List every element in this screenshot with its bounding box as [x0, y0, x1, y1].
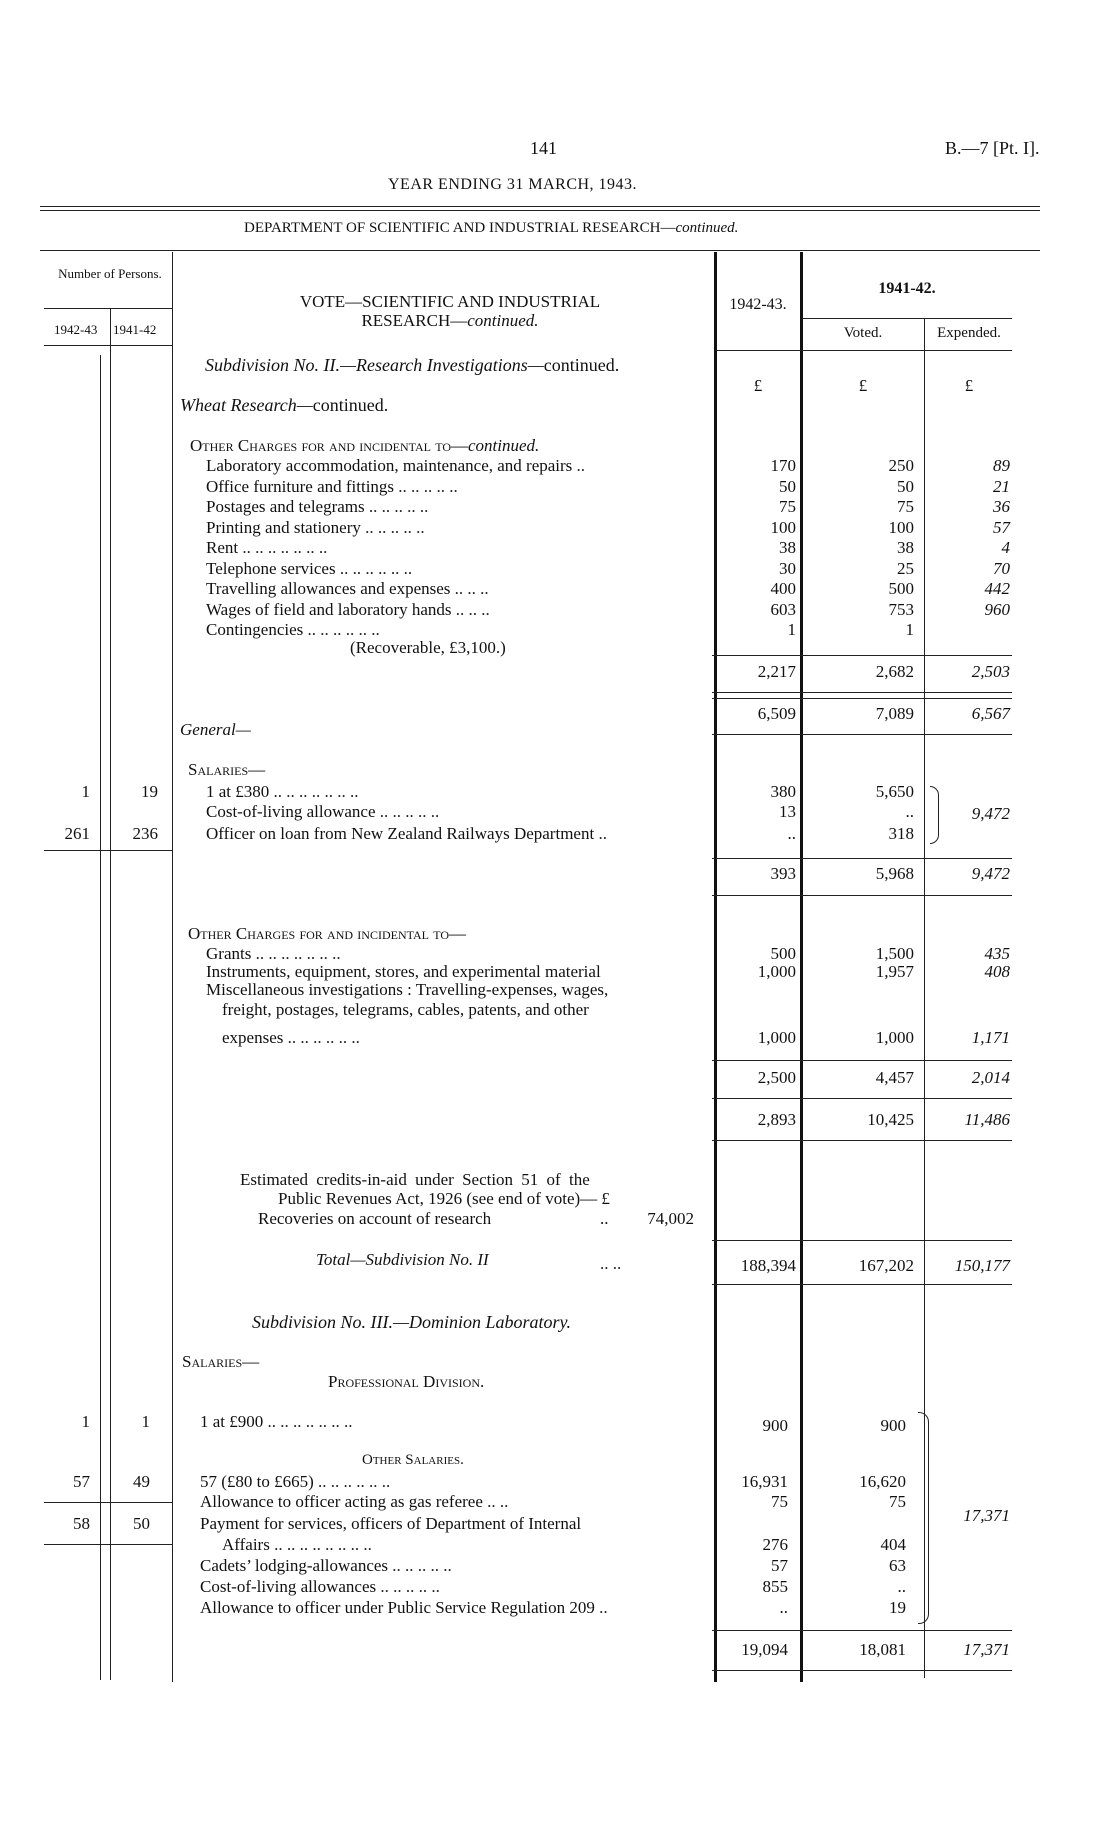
- misc-line2: freight, postages, telegrams, cables, patents, and other: [222, 1000, 589, 1019]
- persons-1941: 236: [132, 824, 158, 843]
- other-charge-label: Instruments, equipment, stores, and experimental material: [206, 962, 601, 981]
- pound-expended: £: [964, 376, 974, 395]
- year-1941-header: 1941-42.: [878, 280, 936, 297]
- subtotal-1942: 2,217: [757, 662, 796, 681]
- vote-title-line2: RESEARCH—continued.: [361, 311, 539, 330]
- salaries-total-1942: 393: [770, 864, 796, 883]
- subdivision-2-total-1942: 188,394: [740, 1256, 796, 1275]
- persons-1941: 50: [133, 1514, 150, 1533]
- other-charges-heading: Other Charges for and incidental to—continued.: [190, 436, 540, 455]
- subdivision-2-total-label: Total—Subdivision No. II: [316, 1250, 489, 1269]
- wheat-item-1942: 1: [787, 620, 796, 639]
- general-total-1942: 2,893: [757, 1110, 796, 1129]
- wheat-item-expended: 960: [984, 599, 1010, 619]
- oc-total-1942: 2,500: [757, 1068, 796, 1087]
- subtotal-expended: 2,503: [971, 662, 1010, 681]
- other-salary-label: Cadets’ lodging-allowances .. .. .. .. ..: [200, 1556, 452, 1575]
- wheat-item-voted: 75: [897, 497, 914, 516]
- other-salary-voted: 404: [880, 1535, 906, 1554]
- wheat-item-expended: 4: [1001, 538, 1010, 557]
- wheat-item-label: Telephone services .. .. .. .. .. ..: [206, 558, 413, 578]
- recoverable-note: (Recoverable, £3,100.): [350, 638, 506, 657]
- salary-item-voted: 318: [888, 824, 914, 843]
- persons-1941: 49: [133, 1472, 150, 1491]
- wheat-item-label: Travelling allowances and expenses .. .. ..: [206, 579, 489, 598]
- credits-line3: Recoveries on account of research: [258, 1209, 492, 1228]
- persons-1942: 261: [64, 824, 90, 843]
- year-title: YEAR ENDING 31 MARCH, 1943.: [388, 176, 638, 193]
- other-salary-1942: ..: [779, 1598, 788, 1617]
- subdivision-3-salaries-heading: Salaries—: [182, 1352, 260, 1371]
- oc-total-voted: 4,457: [875, 1068, 914, 1087]
- credits-value: 74,002: [647, 1209, 694, 1228]
- wheat-item-1942: 50: [779, 476, 796, 496]
- credits-dots: ..: [600, 1209, 609, 1228]
- other-charge-1942: 1,000: [757, 962, 796, 981]
- number-of-persons-header: Number of Persons.: [58, 266, 162, 281]
- wheat-item-label: Wages of field and laboratory hands .. .. ..: [206, 599, 490, 619]
- other-salaries-heading: Other Salaries.: [362, 1452, 464, 1468]
- wheat-item-1942: 170: [770, 456, 796, 475]
- wheat-item-label: Laboratory accommodation, maintenance, and repairs ..: [206, 456, 586, 475]
- other-salary-voted: 19: [889, 1598, 906, 1617]
- page-number: 141: [530, 138, 557, 158]
- misc-line3: expenses .. .. .. .. .. ..: [222, 1028, 360, 1047]
- other-salary-voted: 63: [889, 1556, 906, 1575]
- other-salary-label: Allowance to officer acting as gas referee .. ..: [200, 1492, 509, 1511]
- wheat-item-voted: 50: [897, 476, 914, 496]
- wheat-research-heading: Wheat Research—continued.: [180, 395, 389, 415]
- salaries-expended: 9,472: [971, 804, 1010, 823]
- salaries-total-expended: 9,472: [971, 864, 1010, 883]
- prof-item-voted: 900: [880, 1416, 906, 1435]
- subtotal-voted: 2,682: [875, 662, 914, 681]
- wheat-item-voted: 100: [888, 517, 914, 537]
- wheat-item-voted: 753: [888, 599, 914, 619]
- other-salary-label: 57 (£80 to £665) .. .. .. .. .. ..: [200, 1472, 391, 1491]
- prof-persons-1942: 1: [81, 1412, 90, 1431]
- other-salary-voted: 16,620: [859, 1472, 906, 1491]
- wheat-item-label: Office furniture and fittings .. .. .. .. ..: [206, 476, 458, 496]
- persons-1941-header: 1941-42: [113, 322, 157, 337]
- wheat-total-1942: 6,509: [757, 704, 796, 723]
- salary-item-1942: 380: [770, 782, 796, 801]
- wheat-total-expended: 6,567: [971, 704, 1010, 723]
- subdivision-2-total-expended: 150,177: [954, 1256, 1010, 1275]
- vote-title-line1: VOTE—SCIENTIFIC AND INDUSTRIAL: [299, 292, 601, 311]
- wheat-item-label: Contingencies .. .. .. .. .. ..: [206, 620, 380, 639]
- professional-division-heading: Professional Division.: [328, 1372, 485, 1391]
- other-salary-voted: ..: [897, 1577, 906, 1596]
- wheat-item-voted: 25: [897, 558, 914, 578]
- salary-item-label: Cost-of-living allowance .. .. .. .. ..: [206, 802, 440, 821]
- other-charge-expended: 408: [984, 962, 1010, 981]
- other-salary-label: Payment for services, officers of Department of Internal: [200, 1514, 582, 1533]
- pound-1942: £: [753, 376, 763, 395]
- wheat-item-1942: 30: [779, 558, 796, 578]
- general-total-voted: 10,425: [867, 1110, 914, 1129]
- persons-1942-header: 1942-43: [54, 322, 98, 337]
- persons-1941: 19: [141, 782, 158, 801]
- misc-1942: 1,000: [757, 1028, 796, 1047]
- salary-item-label: 1 at £380 .. .. .. .. .. .. ..: [206, 782, 359, 801]
- wheat-item-1942: 603: [770, 599, 796, 619]
- wheat-item-expended: 442: [984, 579, 1010, 598]
- general-heading: General—: [180, 720, 251, 739]
- salaries-total-voted: 5,968: [875, 864, 914, 883]
- misc-expended: 1,171: [971, 1028, 1010, 1047]
- salary-item-voted: 5,650: [875, 782, 914, 801]
- wheat-item-expended: 89: [993, 456, 1010, 475]
- other-salary-voted: 75: [889, 1492, 906, 1511]
- oc-total-expended: 2,014: [971, 1068, 1010, 1087]
- other-salary-1942: 75: [771, 1492, 788, 1511]
- department-heading: DEPARTMENT OF SCIENTIFIC AND INDUSTRIAL RESEARCH—continued.: [244, 220, 739, 236]
- prof-item-label: 1 at £900 .. .. .. .. .. .. ..: [200, 1412, 353, 1431]
- misc-voted: 1,000: [875, 1028, 914, 1047]
- subdivision-3-total-expended: 17,371: [963, 1640, 1010, 1659]
- other-salary-label: Allowance to officer under Public Service Regulation 209 ..: [200, 1598, 608, 1617]
- wheat-item-1942: 100: [770, 517, 796, 537]
- wheat-item-expended: 21: [993, 476, 1010, 496]
- subdivision-3-expended: 17,371: [963, 1506, 1010, 1525]
- wheat-item-voted: 38: [897, 538, 914, 557]
- credits-line2: Public Revenues Act, 1926 (see end of vote)— £: [278, 1189, 610, 1208]
- expended-header: Expended.: [937, 325, 1001, 341]
- salary-item-1942: ..: [787, 824, 796, 843]
- document-reference: B.—7 [Pt. I].: [945, 138, 1040, 158]
- salary-item-voted: ..: [905, 802, 914, 821]
- wheat-total-voted: 7,089: [875, 704, 914, 723]
- wheat-item-expended: 57: [993, 517, 1010, 537]
- wheat-item-label: Rent .. .. .. .. .. .. ..: [206, 538, 328, 557]
- wheat-item-1942: 400: [770, 579, 796, 598]
- wheat-item-expended: 36: [993, 497, 1010, 516]
- other-charge-expended: 435: [984, 944, 1010, 963]
- other-salary-label: Affairs .. .. .. .. .. .. .. ..: [222, 1535, 372, 1554]
- other-charge-label: Grants .. .. .. .. .. .. ..: [206, 944, 341, 963]
- wheat-item-1942: 75: [779, 497, 796, 516]
- pound-voted: £: [858, 376, 868, 395]
- salary-item-1942: 13: [779, 802, 796, 821]
- persons-1942: 57: [73, 1472, 90, 1491]
- subdivision-3-title: Subdivision No. III.—Dominion Laboratory.: [252, 1312, 572, 1332]
- other-salary-1942: 276: [762, 1535, 788, 1554]
- other-charges-heading-2: Other Charges for and incidental to—: [188, 924, 467, 943]
- persons-1942: 58: [73, 1514, 90, 1533]
- wheat-item-voted: 500: [888, 579, 914, 598]
- wheat-item-expended: 70: [993, 558, 1010, 578]
- wheat-item-voted: 1: [905, 620, 914, 639]
- credits-line1: Estimated credits-in-aid under Section 51 of the: [240, 1170, 590, 1189]
- prof-persons-1941: 1: [141, 1412, 150, 1431]
- other-charge-1942: 500: [770, 944, 796, 963]
- other-charge-voted: 1,957: [875, 962, 914, 981]
- persons-1942: 1: [81, 782, 90, 801]
- subdivision-2-title: Subdivision No. II.—Research Investigations—continued.: [205, 355, 620, 375]
- other-salary-label: Cost-of-living allowances .. .. .. .. ..: [200, 1577, 440, 1596]
- year-1942-header: 1942-43.: [729, 296, 787, 313]
- general-total-expended: 11,486: [964, 1110, 1010, 1129]
- wheat-item-voted: 250: [888, 456, 914, 475]
- subdivision-2-total-dots: .. ..: [600, 1254, 622, 1273]
- other-salary-1942: 57: [771, 1556, 788, 1575]
- subdivision-3-total-voted: 18,081: [859, 1640, 906, 1659]
- subdivision-3-total-1942: 19,094: [741, 1640, 788, 1659]
- voted-header: Voted.: [843, 325, 883, 341]
- misc-line1: Miscellaneous investigations : Travelling-expenses, wages,: [206, 980, 609, 999]
- wheat-item-label: Postages and telegrams .. .. .. .. ..: [206, 497, 429, 516]
- general-salaries-heading: Salaries—: [188, 760, 266, 779]
- other-salary-1942: 855: [762, 1577, 788, 1596]
- wheat-item-label: Printing and stationery .. .. .. .. ..: [206, 517, 425, 537]
- wheat-item-1942: 38: [779, 538, 796, 557]
- subdivision-2-total-voted: 167,202: [858, 1256, 914, 1275]
- prof-item-1942: 900: [762, 1416, 788, 1435]
- other-charge-voted: 1,500: [875, 944, 914, 963]
- salary-item-label: Officer on loan from New Zealand Railways Department ..: [206, 824, 607, 843]
- other-salary-1942: 16,931: [741, 1472, 788, 1491]
